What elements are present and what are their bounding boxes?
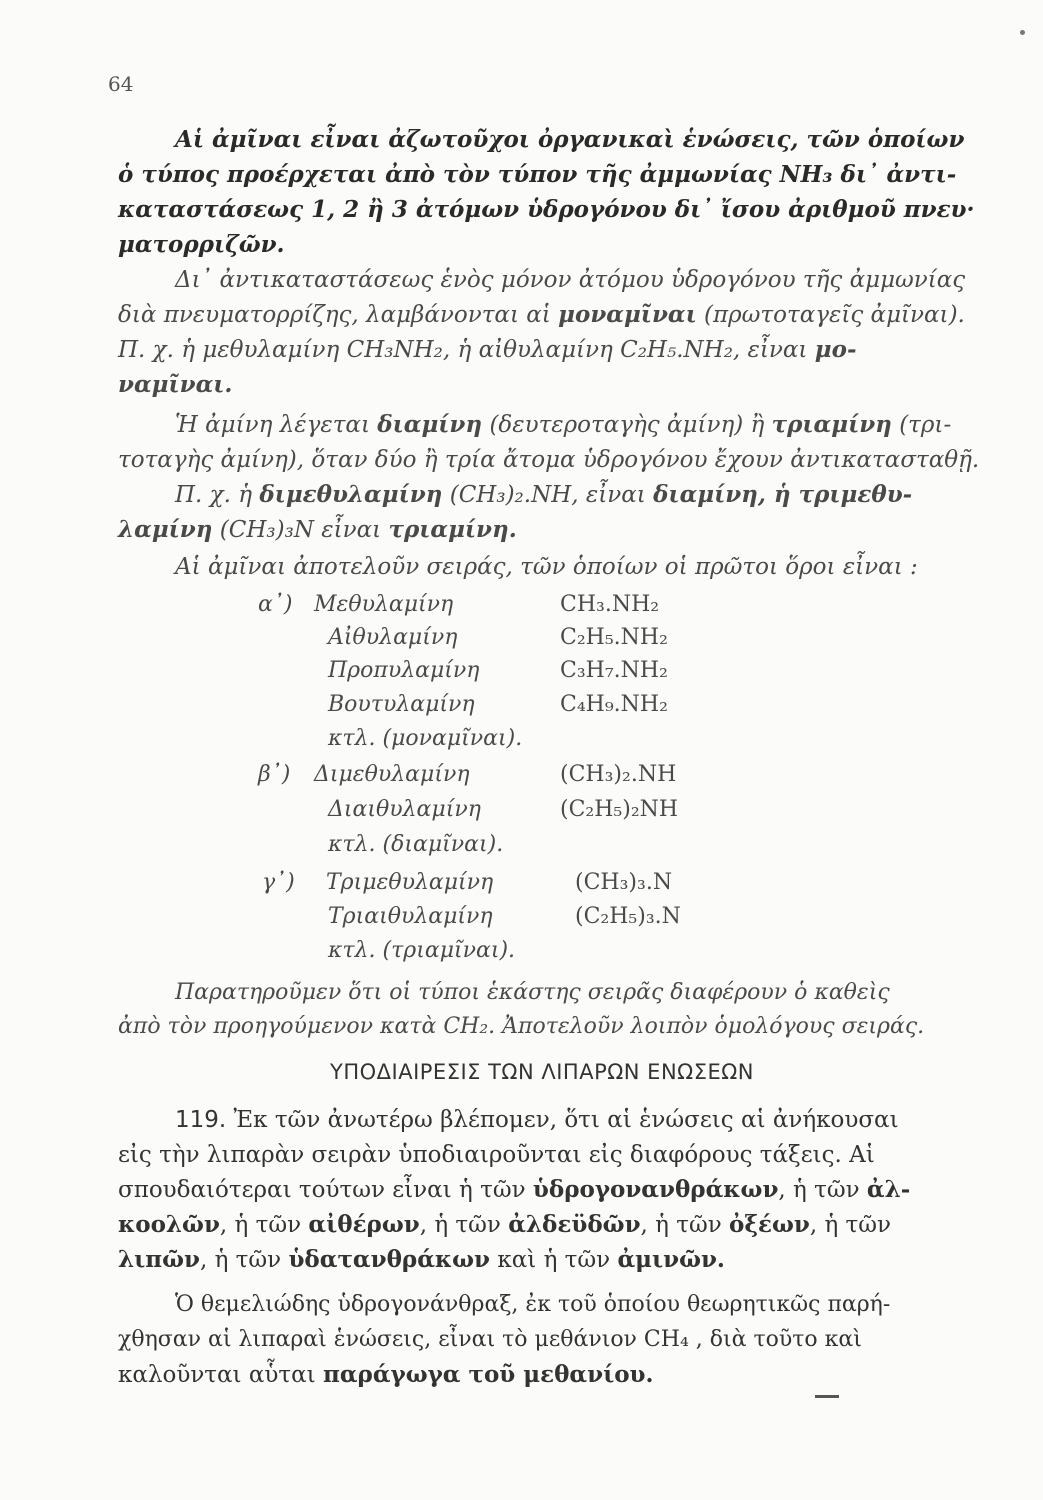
term-triamine-2: τριαμίνη. xyxy=(388,516,517,543)
section-heading: ΥΠΟΔΙΑΙΡΕΣΙΣ ΤΩΝ ΛΙΠΑΡΩΝ ΕΝΩΣΕΩΝ xyxy=(330,1060,754,1084)
observation-line-2: ἀπὸ τὸν προηγούμενον κατὰ CH₂. Ἀποτελοῦν λοιπὸν ὁμολόγους σειράς. xyxy=(118,1014,925,1039)
section-number: 119. xyxy=(175,1107,227,1133)
series-a-name-4: Βουτυλαμίνη xyxy=(328,692,475,717)
page-number: 64 xyxy=(108,72,134,96)
series-c-name-1: Τριμεθυλαμίνη xyxy=(326,870,494,895)
diamine-line-3 xyxy=(175,480,912,510)
last-line-3 xyxy=(118,1360,654,1390)
diamine-line-2: τοταγὴς ἀμίνη), ὅταν δύο ἢ τρία ἄτομα ὑδρογόνου ἔχουν ἀντικατασταθῇ. xyxy=(118,447,980,473)
series-b-name-1: Διμεθυλαμίνη xyxy=(314,762,470,787)
series-a-etc: κτλ. (μοναμῖναι). xyxy=(328,726,523,751)
p119-line-2: εἰς τὴν λιπαρὰν σειρὰν ὑποδιαιροῦνται εἰς διαφόρους τάξεις. Αἱ xyxy=(118,1142,875,1168)
monoamine-line-2 xyxy=(118,300,965,330)
term-acids: ὀξέων xyxy=(729,1211,810,1238)
series-a-name-1: Μεθυλαμίνη xyxy=(314,592,454,617)
text-run: καὶ ἡ τῶν xyxy=(497,1247,611,1273)
term-fats: λιπῶν xyxy=(118,1246,200,1273)
series-a-formula-4: C₄H₉.NH₂ xyxy=(560,692,668,717)
monoamine-line-1: Δι᾽ ἀντικαταστάσεως ἑνὸς μόνον ἀτόμου ὑδρογόνου τῆς ἀμμωνίας xyxy=(175,267,966,293)
p119-line-5 xyxy=(118,1245,725,1275)
p119-line-1 xyxy=(175,1105,899,1135)
term-hydrocarbons: ὑδρογονανθράκων xyxy=(532,1176,779,1203)
text-run: (πρωτοταγεῖς ἀμῖναι). xyxy=(704,302,965,328)
term-carbohydrates: ὑδατανθράκων xyxy=(288,1246,491,1273)
series-a-formula-3: C₃H₇.NH₂ xyxy=(560,658,668,683)
series-a-name-2: Αἰθυλαμίνη xyxy=(328,625,458,650)
definition-line-4: ματορριζῶν. xyxy=(118,231,285,258)
text-run: Ἡ ἀμίνη λέγεται xyxy=(175,412,370,438)
series-c-marker: γ᾽) xyxy=(262,870,295,895)
text-run: (CH₃)₃N εἶναι xyxy=(219,517,382,543)
text-run: διὰ πνευματορρίζης, λαμβάνονται αἱ xyxy=(118,302,551,328)
text-run: σπουδαιότεραι τούτων εἶναι ἡ τῶν xyxy=(118,1177,526,1203)
series-a-marker: α᾽) xyxy=(258,592,293,617)
text-run: (τρι- xyxy=(899,412,952,438)
text-run: , ἡ τῶν xyxy=(640,1212,722,1238)
series-b-name-2: Διαιθυλαμίνη xyxy=(328,797,481,822)
text-run: Π. χ. ἡ xyxy=(175,482,253,508)
observation-line-1: Παρατηροῦμεν ὅτι οἱ τύποι ἑκάστης σειρᾶς διαφέρουν ὁ καθεὶς xyxy=(175,980,890,1005)
text-run: , ἡ τῶν xyxy=(219,1212,302,1238)
term-diamine-trimethyl: διαμίνη, ἡ τριμεθυ- xyxy=(653,481,913,508)
term-dimethylamine: διμεθυλαμίνη xyxy=(259,481,443,508)
series-c-name-2: Τριαιθυλαμίνη xyxy=(328,904,493,929)
series-c-etc: κτλ. (τριαμῖναι). xyxy=(328,938,516,963)
text-run: καλοῦνται αὗται xyxy=(118,1362,316,1388)
text-run: , ἡ τῶν xyxy=(809,1212,892,1238)
term-triamine: τριαμίνη xyxy=(771,411,892,438)
definition-line-3: καταστάσεως 1, 2 ἢ 3 ἀτόμων ὑδρογόνου δι᾽ ἴσου ἀριθμοῦ πνευ· xyxy=(118,196,975,223)
term-lamine: λαμίνη xyxy=(118,516,213,543)
end-dash xyxy=(815,1395,839,1398)
series-a-name-3: Προπυλαμίνη xyxy=(328,658,480,683)
term-monoamines: μοναμῖναι xyxy=(558,301,697,328)
series-b-etc: κτλ. (διαμῖναι). xyxy=(328,832,504,857)
term-amines: ἀμινῶν. xyxy=(617,1246,725,1273)
text-run: (CH₃)₂.NH, εἶναι xyxy=(449,482,646,508)
term-alcohols: κοολῶν xyxy=(118,1211,220,1238)
text-run: Ἐκ τῶν ἀνωτέρω βλέπομεν, ὅτι αἱ ἑνώσεις αἱ ἀνήκουσαι xyxy=(233,1107,899,1133)
series-a-formula-1: CH₃.NH₂ xyxy=(560,592,660,617)
diamine-line-1 xyxy=(175,410,951,440)
text-run: (δευτεροταγὴς ἀμίνη) ἢ xyxy=(489,412,765,438)
term-al: ἀλ- xyxy=(866,1176,911,1203)
p119-line-3 xyxy=(118,1175,910,1205)
term-ethers: αἰθέρων xyxy=(308,1211,420,1238)
speck-mark xyxy=(1020,30,1025,35)
term-methane-derivatives: παράγωγα τοῦ μεθανίου. xyxy=(322,1361,654,1388)
term-mo: μο- xyxy=(814,336,857,363)
text-run: , ἡ τῶν xyxy=(419,1212,501,1238)
term-diamine: διαμίνη xyxy=(377,411,483,438)
definition-line-1: Αἱ ἀμῖναι εἶναι ἀζωτοῦχοι ὀργανικαὶ ἑνώσεις, τῶν ὁποίων xyxy=(175,126,965,153)
monoamine-line-3 xyxy=(118,335,857,365)
series-c-formula-2: (C₂H₅)₃.N xyxy=(575,904,681,929)
text-run: , ἡ τῶν xyxy=(778,1177,860,1203)
monoamine-line-4: ναμῖναι. xyxy=(118,371,233,398)
last-line-1: Ὁ θεμελιώδης ὑδρογονάνθραξ, ἐκ τοῦ ὁποίου θεωρητικῶς παρή- xyxy=(175,1292,891,1317)
term-aldehydes: ἀλδεϋδῶν xyxy=(508,1211,641,1238)
series-b-formula-1: (CH₃)₂.NH xyxy=(560,762,677,787)
definition-line-2: ὁ τύπος προέρχεται ἀπὸ τὸν τύπον τῆς ἀμμωνίας ΝΗ₃ δι᾽ ἀντι- xyxy=(118,161,957,188)
text-run: Π. χ. ἡ μεθυλαμίνη CH₃NH₂, ἡ αἰθυλαμίνη C₂H₅.NH₂, εἶναι xyxy=(118,337,808,363)
p119-line-4 xyxy=(118,1210,891,1240)
diamine-line-4 xyxy=(118,515,517,545)
last-line-2: χθησαν αἱ λιπαραὶ ἑνώσεις, εἶναι τὸ μεθάνιον CH₄ , διὰ τοῦτο καὶ xyxy=(118,1327,862,1352)
text-run: , ἡ τῶν xyxy=(199,1247,282,1273)
series-a-formula-2: C₂H₅.NH₂ xyxy=(560,625,668,650)
series-b-formula-2: (C₂H₅)₂NH xyxy=(560,797,679,822)
series-intro: Αἱ ἀμῖναι ἀποτελοῦν σειράς, τῶν ὁποίων οἱ πρῶτοι ὅροι εἶναι : xyxy=(175,554,918,580)
series-b-marker: β᾽) xyxy=(258,762,291,787)
series-c-formula-1: (CH₃)₃.N xyxy=(575,870,673,895)
